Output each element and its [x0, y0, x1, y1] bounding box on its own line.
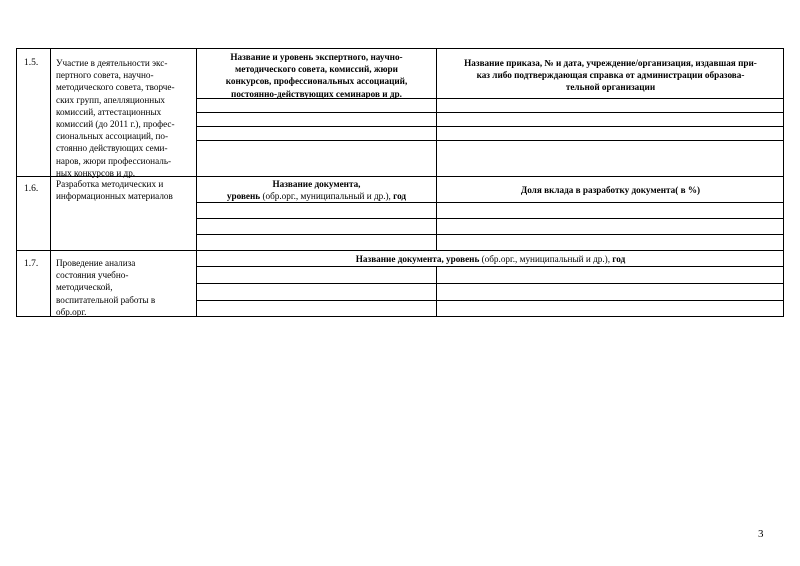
row-number: 1.7.: [24, 259, 39, 269]
row-number: 1.5.: [24, 58, 39, 68]
cell-line: [196, 126, 784, 127]
column-header: Название приказа, № и дата, учреждение/организация, издавшая при- каз либо подтверждающая справка от администрации образова- тельной организации: [464, 58, 757, 93]
row-number: 1.6.: [24, 184, 39, 194]
column-header: Название документа, уровень (обр.орг., муниципальный и др.), год: [226, 179, 407, 202]
column-header: Название документа, уровень (обр.орг., муниципальный и др.), год: [355, 254, 626, 264]
page-number: 3: [758, 528, 764, 540]
row-description: Участие в деятельности экс- пертного совета, научно- методического совета, творче- ских групп, апелляционных комиссий, аттестационных комиссий (до 2011 г.), профес- сиональных ассоциаций, по- стоянно действующих семи- наров, жюри профессиональ- ных конкурсов и др.: [56, 58, 175, 178]
cell-line: [196, 234, 784, 235]
column-header: Название и уровень экспертного, научно- методического совета, комиссий, жюри конкурсов, профессиональных ассоциаций, постоянно-действующих семинаров и др.: [225, 52, 408, 99]
cell-line: [196, 300, 784, 301]
cell-line: [196, 266, 784, 267]
column-header: Доля вклада в разработку документа( в %): [520, 185, 701, 195]
row-description: Разработка методических и информационных материалов: [56, 179, 173, 202]
cell-line: [196, 283, 784, 284]
row-divider: [16, 250, 784, 251]
col-divider: [50, 48, 51, 317]
cell-line: [196, 218, 784, 219]
col-divider: [436, 266, 437, 317]
row-description: Проведение анализа состояния учебно- методической, воспитательной работы в обр.орг.: [56, 258, 156, 317]
cell-line: [196, 140, 784, 141]
cell-line: [196, 112, 784, 113]
